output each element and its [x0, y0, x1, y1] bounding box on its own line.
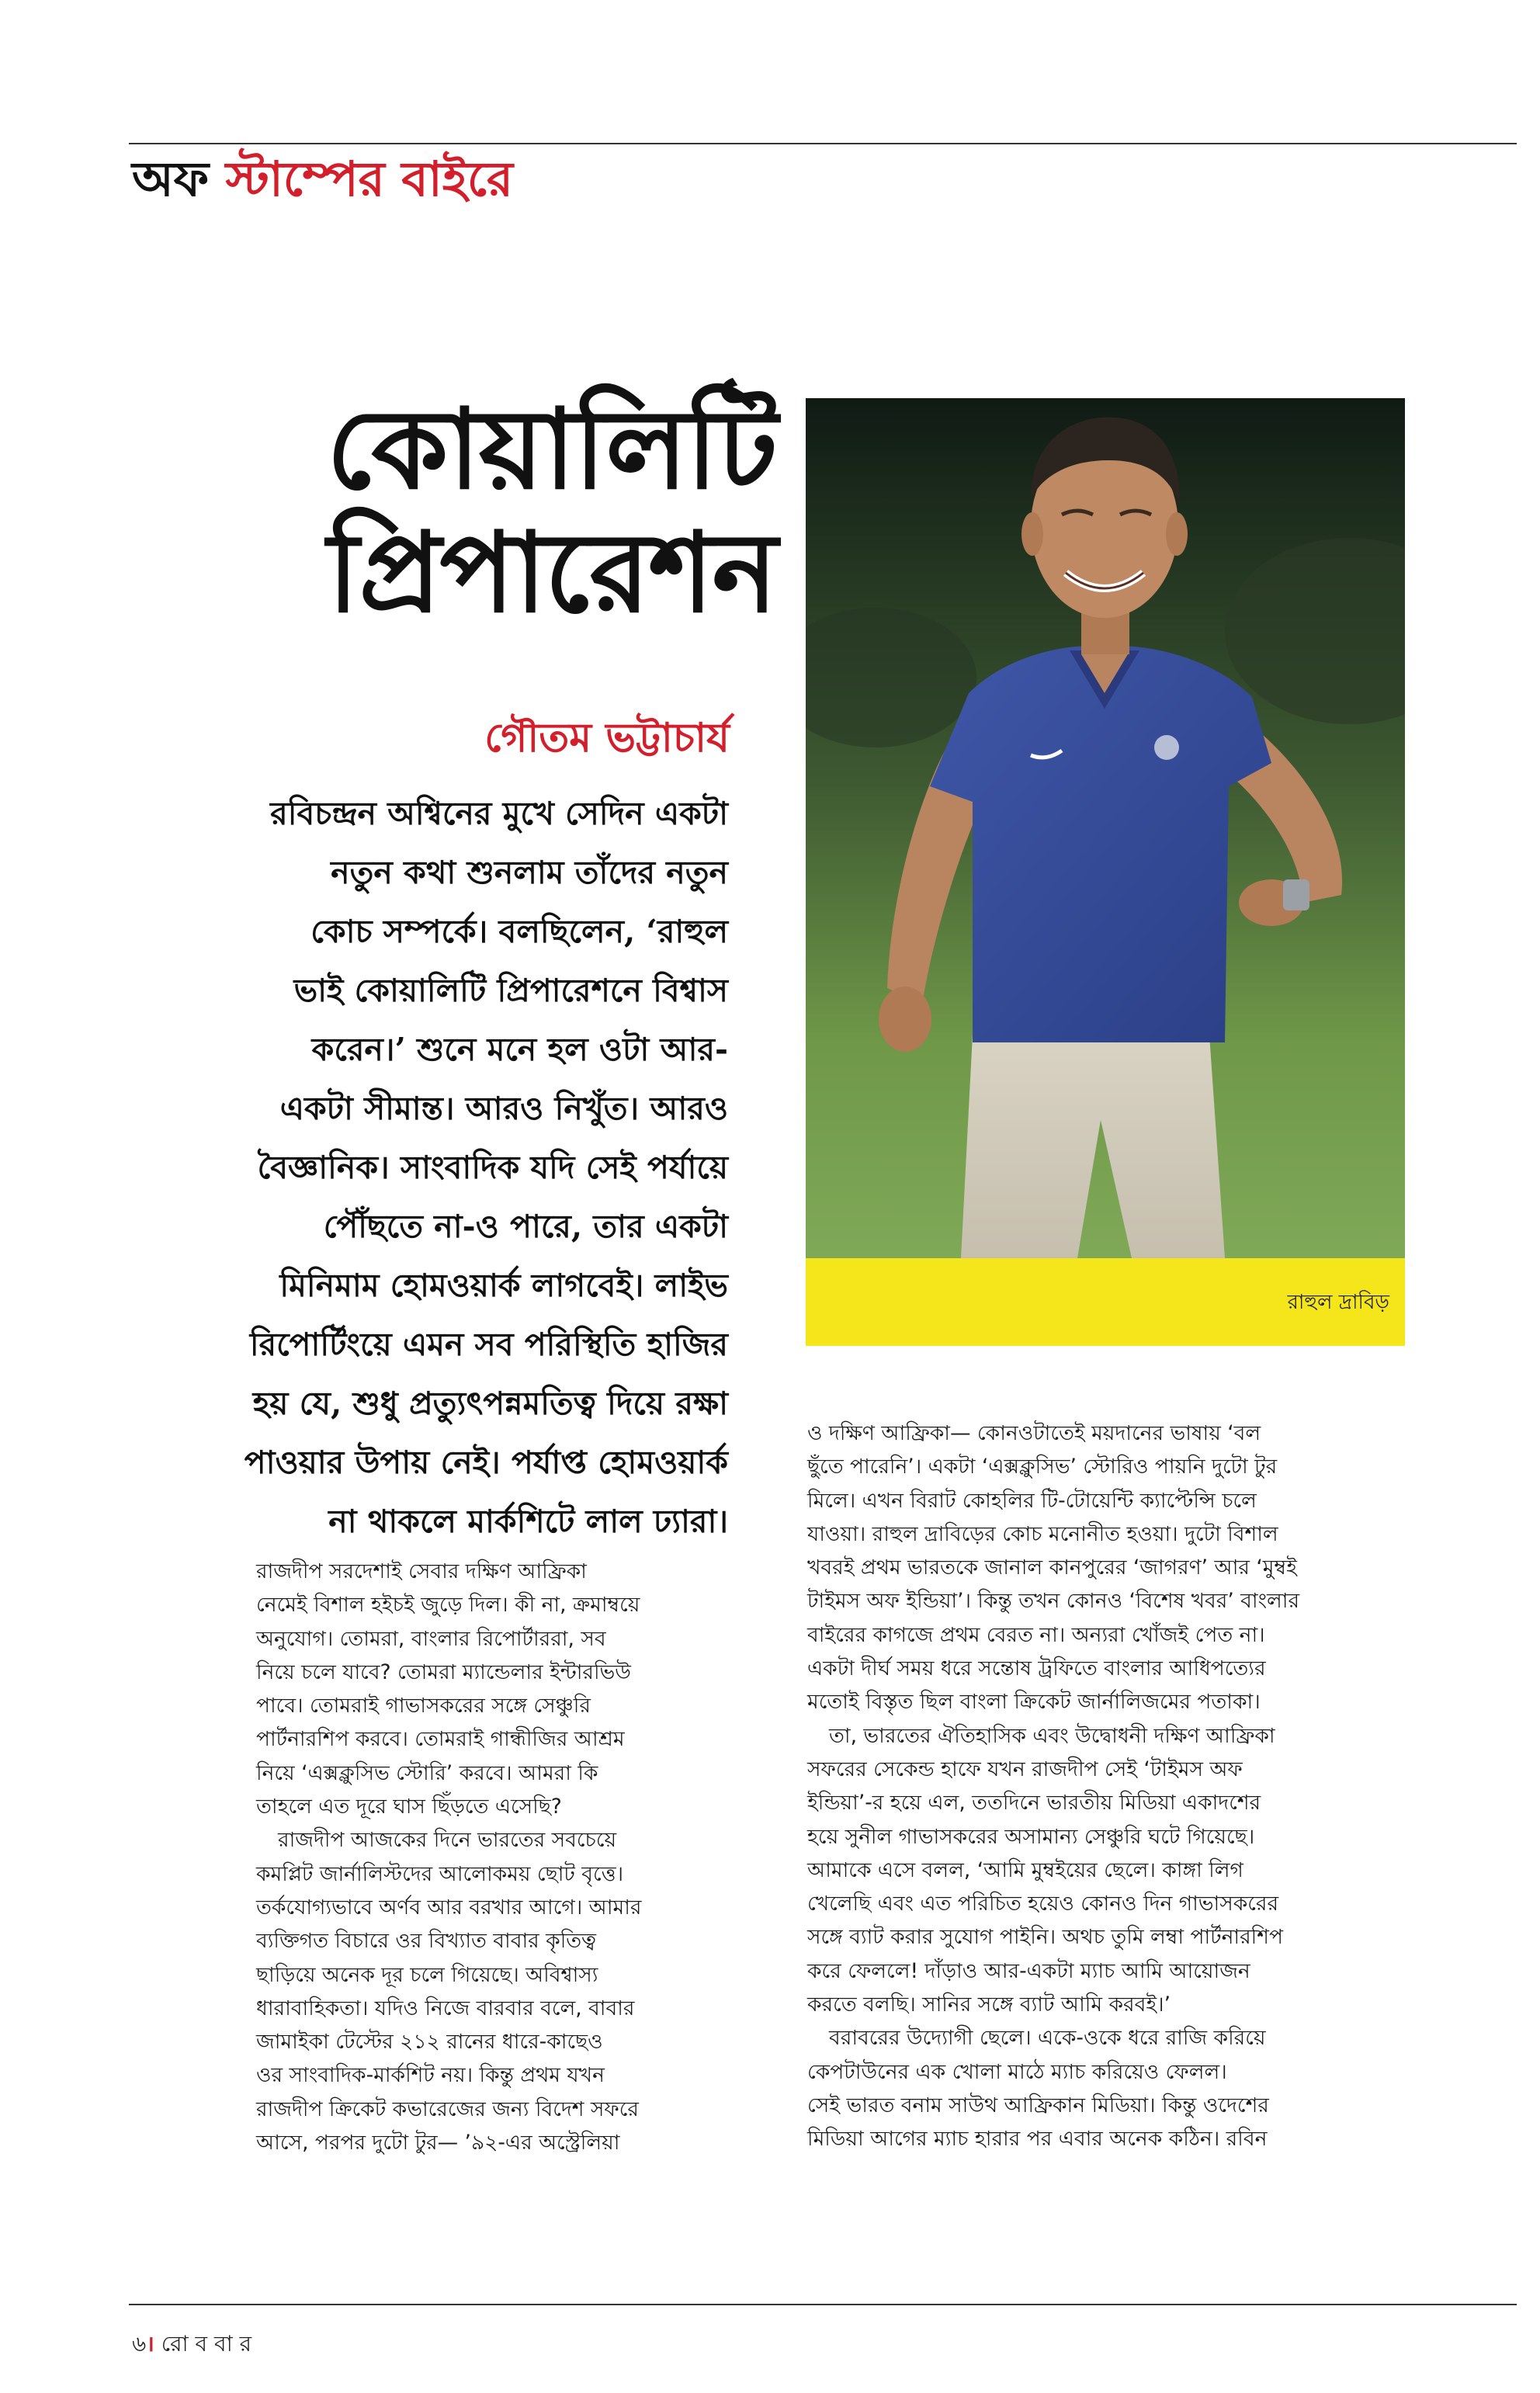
body-line: টাইমস অফ ইন্ডিয়া’। কিন্তু তখন কোনও ‘বিশেষ খবর’ বাংলার: [807, 1589, 1300, 1614]
body-line: রাজদীপ সরদেশাই সেবার দক্ষিণ আফ্রিকা: [256, 1559, 587, 1583]
intro-line: বৈজ্ঞানিক। সাংবাদিক যদি সেই পর্যায়ে: [257, 1149, 728, 1186]
body-line: ছাড়িয়ে অনেক দূর চলে গিয়েছে। অবিশ্বাস্য: [256, 1962, 598, 1987]
body-column-left: [256, 1555, 730, 2159]
headline: [233, 385, 776, 638]
bottom-rule: [129, 2304, 1517, 2305]
page-number: ৬: [132, 2331, 147, 2357]
intro-line: হয় যে, শুধু প্রত্যুৎপন্নমতিত্ব দিয়ে রক্ষা: [252, 1385, 728, 1422]
body-line: রাজদীপ আজকের দিনে ভারতের সবচেয়ে: [278, 1828, 617, 1853]
intro-line: একটা সীমান্ত। আরও নিখুঁত। আরও: [279, 1090, 728, 1127]
intro-line: ভাই কোয়ালিটি প্রিপারেশনে বিশ্বাস: [293, 972, 728, 1009]
body-line: করে ফেললে! দাঁড়াও আর-একটা ম্যাচ আমি আয়োজন: [807, 1958, 1250, 1983]
photo-caption: রাহুল দ্রাবিড়: [1287, 1291, 1389, 1314]
intro-line: মিনিমাম হোমওয়ার্ক লাগবেই। লাইভ: [279, 1267, 728, 1304]
body-line: ছুঁতে পারেনি’। একটা ‘এক্সক্লুসিভ’ স্টোরিও পায়নি দুটো টুর: [807, 1455, 1278, 1479]
body-line: সফরের সেকেন্ড হাফে যখন রাজদীপ সেই ‘টাইমস অফ: [807, 1757, 1243, 1781]
section-accent: স্টাম্পের বাইরে: [225, 151, 514, 207]
intro-line: রিপোর্টিংয়ে এমন সব পরিস্থিতি হাজির: [249, 1326, 728, 1363]
body-line: পার্টনারশিপ করবে। তোমরাই গান্ধীজির আশ্রম: [256, 1727, 625, 1752]
body-line: সেই ভারত বনাম সাউথ আফ্রিকান মিডিয়া। কিন্তু ওদেশের: [807, 2093, 1269, 2117]
body-line: মিডিয়া আগের ম্যাচ হারার পর এবার অনেক কঠিন। রবিন: [807, 2127, 1268, 2152]
body-line: অনুযোগ। তোমরা, বাংলার রিপোর্টাররা, সব: [256, 1626, 606, 1651]
body-line: একটা দীর্ঘ সময় ধরে সন্তোষ ট্রফিতে বাংলার আধিপত্যের: [807, 1656, 1266, 1681]
byline: গৌতম ভট্টাচার্য: [484, 714, 730, 761]
body-line: আসে, পরপর দুটো টুর— ’৯২-এর অস্ট্রেলিয়া: [256, 2131, 620, 2155]
body-line: নিয়ে ‘এক্সক্লুসিভ স্টোরি’ করবে। আমরা কি: [256, 1760, 598, 1785]
intro-line: পাওয়ার উপায় নেই। পর্যাপ্ত হোমওয়ার্ক: [244, 1444, 728, 1481]
body-line: রাজদীপ ক্রিকেট কভারেজের জন্য বিদেশ সফরে: [256, 2096, 639, 2121]
body-line: ওর সাংবাদিক-মার্কশিট নয়। কিন্তু প্রথম যখন: [256, 2063, 605, 2088]
section-prefix: অফ: [132, 151, 226, 207]
body-line: তর্কযোগ্যভাবে অর্ণব আর বরখার আগে। আমার: [256, 1895, 642, 1920]
intro-line: কোচ সম্পর্কে। বলছিলেন, ‘রাহুল: [310, 913, 728, 950]
body-line: খেলেছি এবং এত পরিচিত হয়েও কোনও দিন গাভাসকরের: [807, 1892, 1279, 1916]
body-line: তাহলে এত দূরে ঘাস ছিঁড়তে এসেছি?: [256, 1795, 562, 1819]
body-line: ধারাবাহিকতা। যদিও নিজে বারবার বলে, বাবার: [256, 1996, 635, 2020]
body-line: হয়ে সুনীল গাভাসকরের অসামান্য সেঞ্চুরি ঘটে গিয়েছে।: [807, 1824, 1255, 1849]
body-line: কেপটাউনের এক খোলা মাঠে ম্যাচ করিয়েও ফেলল।: [807, 2059, 1227, 2084]
body-column-right: [807, 1417, 1406, 2156]
publication-name: রো ব বা র: [161, 2331, 252, 2357]
body-line: বরাবরের উদ্যোগী ছেলে। একে-ওকে ধরে রাজি করিয়ে: [829, 2026, 1266, 2051]
player-photo: [806, 398, 1405, 1258]
body-line: মতোই বিস্তৃত ছিল বাংলা ক্রিকেট জার্নালিজমের পতাকা।: [807, 1690, 1261, 1715]
top-rule: [129, 143, 1517, 144]
body-line: ইন্ডিয়া’-র হয়ে এল, ততদিনে ভারতীয় মিডিয়া একাদশের: [807, 1791, 1261, 1816]
body-line: ব্যক্তিগত বিচারে ওর বিখ্যাত বাবার কৃতিত্ব: [256, 1929, 597, 1954]
body-line: কমপ্লিট জার্নালিস্টদের আলোকময় ছোট বৃত্তে।: [256, 1861, 624, 1886]
headline-line-2: প্রিপারেশন: [327, 508, 776, 638]
section-header: [132, 151, 514, 207]
intro-line: করেন।’ শুনে মনে হল ওটা আর-: [311, 1031, 728, 1068]
intro-line: নতুন কথা শুনলাম তাঁদের নতুন: [331, 854, 728, 891]
body-line: যাওয়া। রাহুল দ্রাবিড়ের কোচ মনোনীত হওয়া। দুটো বিশাল: [807, 1521, 1278, 1546]
body-line: নিয়ে চলে যাবে? তোমরা ম্যান্ডেলার ইন্টারভিউ: [256, 1659, 631, 1684]
body-line: ও দক্ষিণ আফ্রিকা— কোনওটাতেই ময়দানের ভাষায় ‘বল: [807, 1421, 1261, 1445]
intro-line: রবিচন্দ্রন অশ্বিনের মুখে সেদিন একটা: [270, 795, 728, 832]
body-line: পাবে। তোমরাই গাভাসকরের সঙ্গে সেঞ্চুরি: [256, 1694, 591, 1718]
body-line: বাইরের কাগজে প্রথম বেরত না। অন্যরা খোঁজই পেত না।: [807, 1622, 1265, 1647]
intro-paragraph: [171, 784, 728, 1551]
body-line: তা, ভারতের ঐতিহাসিক এবং উদ্বোধনী দক্ষিণ আফ্রিকা: [829, 1723, 1275, 1748]
page-folio: [132, 2327, 251, 2364]
body-line: আমাকে এসে বলল, ‘আমি মুম্বইয়ের ছেলে। কাঙ্গা লিগ: [807, 1857, 1243, 1882]
folio-separator: ।: [146, 2331, 154, 2357]
body-line: মিলে। এখন বিরাট কোহলির টি-টোয়েন্টি ক্যাপ্টেন্সি চলে: [807, 1488, 1257, 1513]
intro-line: পৌঁছতে না-ও পারে, তার একটা: [323, 1208, 728, 1245]
intro-line: না থাকলে মার্কশিটে লাল ঢ্যারা।: [328, 1503, 728, 1540]
body-line: করতে বলছি। সানির সঙ্গে ব্যাট আমি করবই।’: [807, 1992, 1171, 2017]
headline-line-1: কোয়ালিটি: [326, 385, 776, 514]
body-line: সঙ্গে ব্যাট করার সুযোগ পাইনি। অথচ তুমি লম্বা পার্টনারশিপ: [807, 1925, 1283, 1950]
body-line: খবরই প্রথম ভারতকে জানাল কানপুরের ‘জাগরণ’ আর ‘মুম্বই: [807, 1555, 1297, 1580]
body-line: নেমেই বিশাল হইচই জুড়ে দিল। কী না, ক্রমাম্বয়ে: [256, 1593, 640, 1618]
photo-caption-bar: [806, 1258, 1405, 1346]
body-line: জামাইকা টেস্টের ২১২ রানের ধারে-কাছেও: [256, 2030, 603, 2055]
